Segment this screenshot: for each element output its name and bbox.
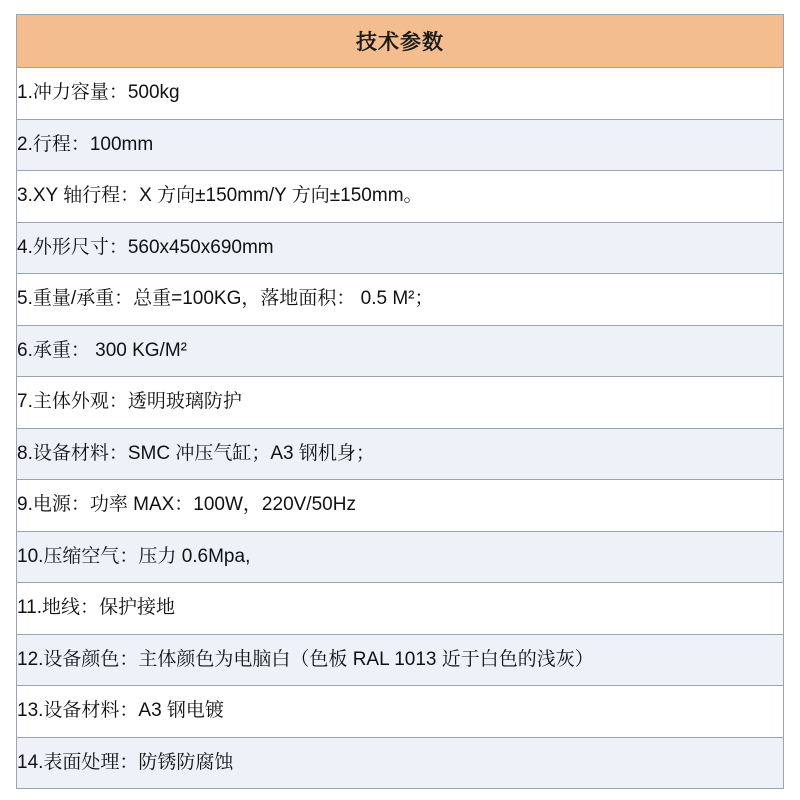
table-row xyxy=(17,634,784,686)
table-body xyxy=(17,68,784,789)
table-row xyxy=(17,583,784,635)
spec-item-6: 6.承重： 300 KG/M² xyxy=(17,325,784,377)
spec-item-2: 2.行程：100mm xyxy=(17,119,784,171)
table-row xyxy=(17,737,784,789)
table-row xyxy=(17,686,784,738)
spec-item-9: 9.电源：功率 MAX：100W，220V/50Hz xyxy=(17,480,784,532)
spec-item-1: 1.冲力容量：500kg xyxy=(17,68,784,120)
spec-item-3: 3.XY 轴行程：X 方向±150mm/Y 方向±150mm。 xyxy=(17,171,784,223)
table-row xyxy=(17,222,784,274)
technical-parameters-table xyxy=(16,14,784,789)
spec-item-11: 11.地线：保护接地 xyxy=(17,583,784,635)
spec-item-7: 7.主体外观：透明玻璃防护 xyxy=(17,377,784,429)
table-header xyxy=(17,15,784,68)
spec-item-4: 4.外形尺寸：560x450x690mm xyxy=(17,222,784,274)
table-row xyxy=(17,274,784,326)
table-row xyxy=(17,531,784,583)
spec-item-12: 12.设备颜色：主体颜色为电脑白（色板 RAL 1013 近于白色的浅灰） xyxy=(17,634,784,686)
spec-item-5: 5.重量/承重：总重=100KG，落地面积： 0.5 M²； xyxy=(17,274,784,326)
spec-item-13: 13.设备材料：A3 钢电镀 xyxy=(17,686,784,738)
table-row xyxy=(17,428,784,480)
table-row xyxy=(17,68,784,120)
table-header-row xyxy=(17,15,784,68)
table-row xyxy=(17,119,784,171)
table-row xyxy=(17,325,784,377)
spec-item-8: 8.设备材料：SMC 冲压气缸；A3 钢机身； xyxy=(17,428,784,480)
table-title: 技术参数 xyxy=(17,15,784,68)
table-row xyxy=(17,377,784,429)
spec-item-14: 14.表面处理：防锈防腐蚀 xyxy=(17,737,784,789)
table-row xyxy=(17,171,784,223)
spec-item-10: 10.压缩空气：压力 0.6Mpa, xyxy=(17,531,784,583)
table-row xyxy=(17,480,784,532)
